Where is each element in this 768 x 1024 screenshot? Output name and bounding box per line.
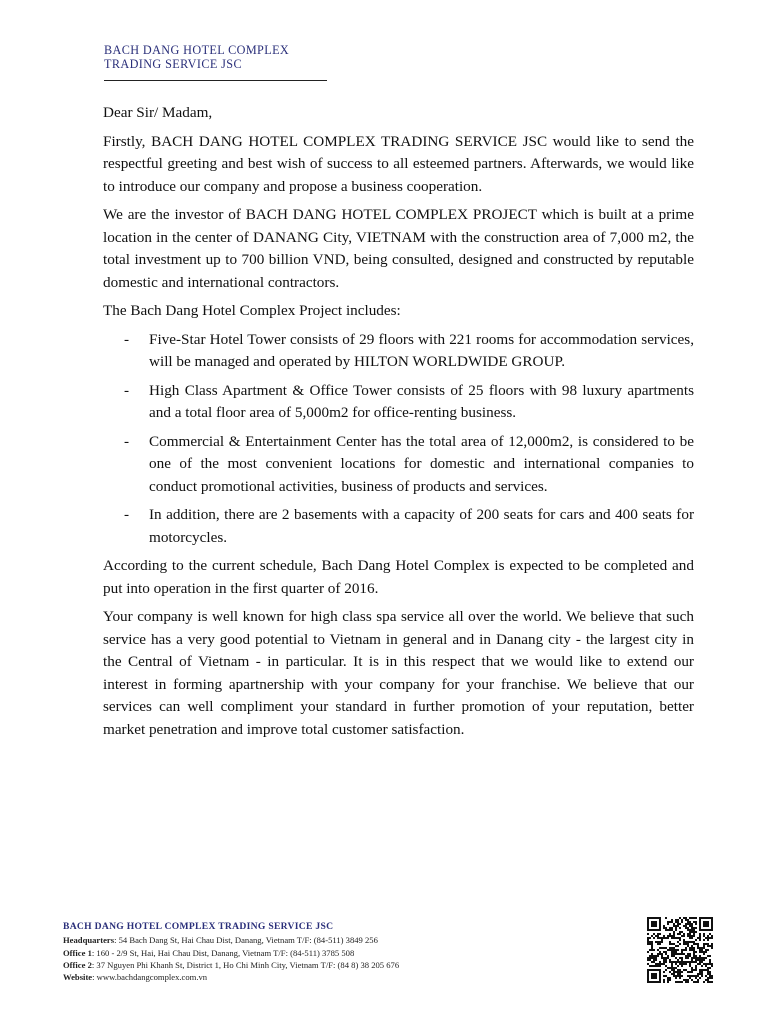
bullet-dash: - — [124, 506, 130, 523]
paragraph-investor: We are the investor of BACH DANG HOTEL COMPLEX PROJECT which is built at a prime location in the center of DANANG City, VIETNAM with the construction area of 7,000 m2, the total investment up to 700 billion VND, being consulted, designed and constructed by reputable domestic and international contractors. — [103, 206, 694, 291]
footer-value: : 160 - 2/9 St, Hai, Hai Chau Dist, Danang, Vietnam T/F: (84-511) 3785 508 — [91, 947, 355, 958]
footer-value: : 54 Bach Dang St, Hai Chau Dist, Danang, Vietnam T/F: (84-511) 3849 256 — [114, 935, 378, 946]
letterhead-line-2: TRADING SERVICE JSC — [104, 57, 242, 71]
paragraph-proposal: Your company is well known for high class spa service all over the world. We believe that such service has a very good potential to Vietnam in general and in Danang city - the largest city in the Central of Vietnam - in particular. It is in this respect that we would like to extend our interest in forming apartnership with your company for your franchise. We believe that our services can well compliment your standard in further promotion of your reputation, better market penetration and improve total customer satisfaction. — [103, 608, 694, 738]
footer-label: Office 2 — [63, 959, 92, 970]
footer-office-2 — [63, 959, 623, 971]
bullet-dash: - — [124, 432, 130, 450]
qr-code-icon — [647, 917, 713, 983]
letter-body — [103, 102, 694, 747]
list-item — [103, 380, 694, 425]
list-item-text: Five-Star Hotel Tower consists of 29 floors with 221 rooms for accommodation services, will be managed and operated by HILTON WORLDWIDE GROUP. — [149, 330, 694, 370]
list-item-text: High Class Apartment & Office Tower consists of 25 floors with 98 luxury apartments and a total floor area of 5,000m2 for office-renting business. — [149, 381, 694, 421]
list-item-text: Commercial & Entertainment Center has the total area of 12,000m2, is considered to be one of the most convenient locations for domestic and international companies to conduct promotional activities, business of products and services. — [149, 432, 694, 495]
list-item — [103, 431, 694, 499]
footer-company-name: BACH DANG HOTEL COMPLEX TRADING SERVICE JSC — [63, 921, 334, 932]
salutation: Dear Sir/ Madam, — [103, 104, 213, 121]
letterhead — [104, 43, 328, 81]
footer-office-1 — [63, 947, 623, 959]
list-item-text: In addition, there are 2 basements with a capacity of 200 seats for cars and 400 seats for motorcycles. — [149, 506, 694, 546]
footer-label: Website — [63, 972, 93, 983]
project-components-list — [103, 329, 694, 550]
footer-website-link[interactable]: : www.bachdangcomplex.com.vn — [92, 972, 208, 983]
letterhead-rule — [104, 80, 327, 81]
footer-label: Headquarters — [63, 935, 115, 946]
bullet-dash: - — [124, 381, 130, 399]
footer-contact — [63, 921, 623, 983]
paragraph-project-includes: The Bach Dang Hotel Complex Project includes: — [103, 302, 401, 319]
footer-headquarters — [63, 934, 623, 946]
paragraph-schedule: According to the current schedule, Bach Dang Hotel Complex is expected to be completed and put into operation in the first quarter of 2016. — [103, 557, 694, 597]
footer-label: Office 1 — [63, 947, 92, 958]
list-item — [103, 329, 694, 374]
footer-website — [63, 971, 623, 983]
footer-value: : 37 Nguyen Phi Khanh St, District 1, Ho Chi Minh City, Vietnam T/F: (84 8) 38 205 676 — [91, 959, 400, 970]
letterhead-line-1: BACH DANG HOTEL COMPLEX — [104, 43, 290, 57]
bullet-dash: - — [124, 330, 130, 348]
list-item — [103, 504, 694, 549]
paragraph-introduction: Firstly, BACH DANG HOTEL COMPLEX TRADING SERVICE JSC would like to send the respectful greeting and best wish of success to all esteemed partners. Afterwards, we would like to introduce our company and propose a business cooperation. — [103, 132, 694, 195]
